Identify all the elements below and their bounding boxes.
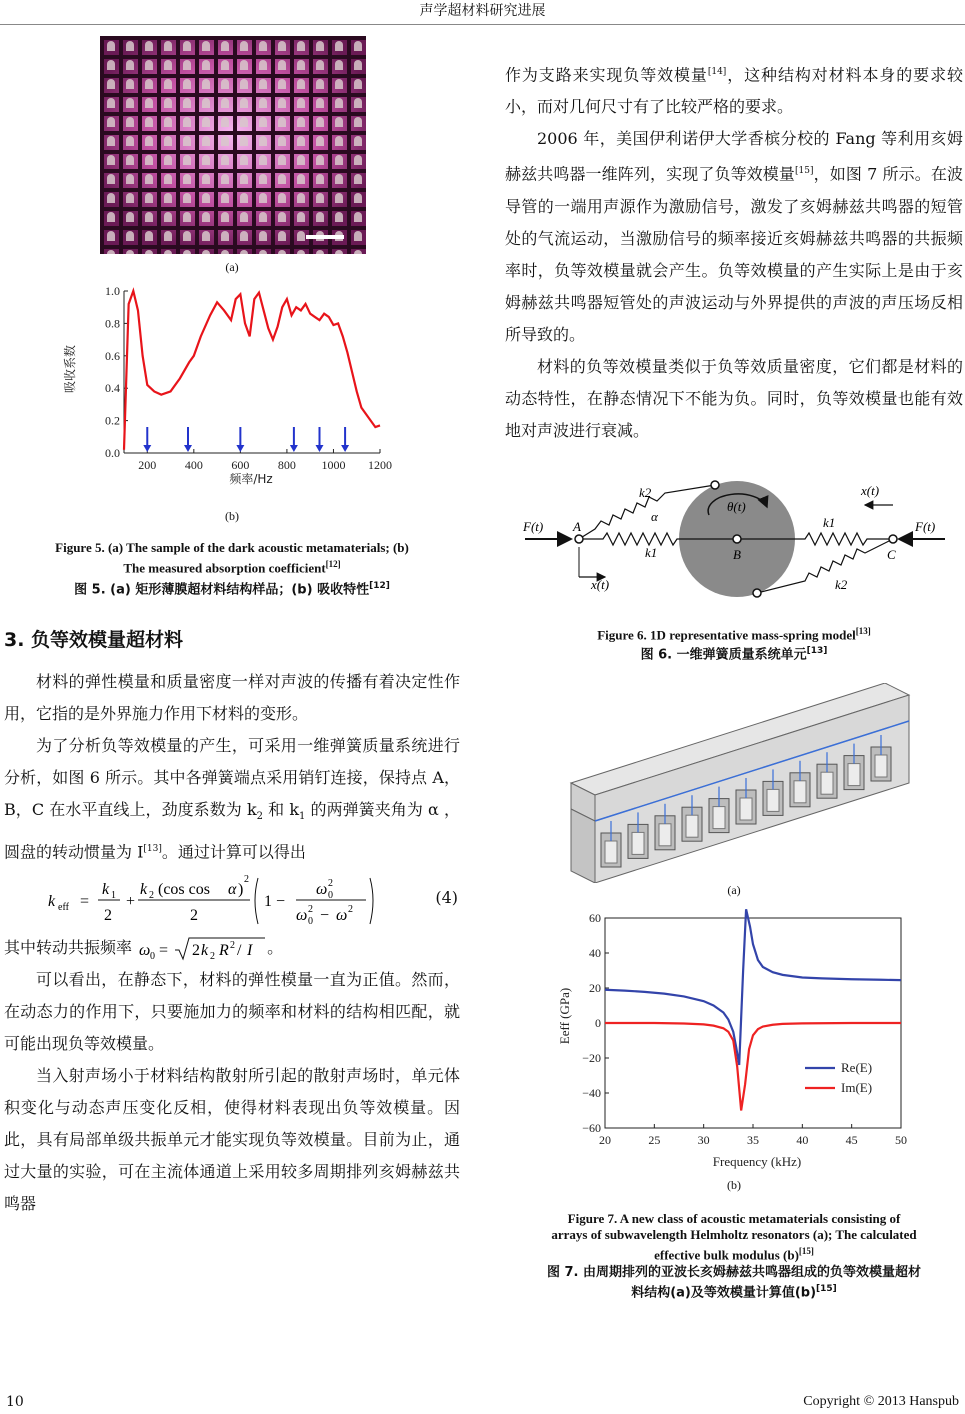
resonance-marker-arrow — [341, 445, 349, 452]
label-k1-left: k1 — [645, 544, 658, 560]
running-header — [0, 0, 965, 25]
bulk-modulus-chart-svg — [505, 908, 963, 1178]
metamaterial-sample-image — [100, 36, 366, 254]
paragraph: 2006 年，美国伊利诺伊大学香槟分校的 Fang 等利用亥姆赫兹共鸣器一维阵列，实现了负等效模量[15]，如图 7 所示。在波导管的一端用声源作为激励信号，激发了亥姆赫兹共鸣器的短管处的气流运动，当激励信号的频率接近亥姆赫兹共鸣器的共振频率时，负等效模量就会产生。负等效模量的产生实际上是由于亥姆赫兹共鸣器短管处的声波运动与外界提供的声波的声压场反相所导致的。 — [505, 129, 963, 344]
section-heading: 3. 负等效模量超材料 — [4, 628, 184, 651]
x-tick-label: 45 — [845, 1133, 858, 1148]
figure7-caption-zh-line2: 料结构(a)及等效模量计算值(b)[15] — [631, 1283, 837, 1300]
svg-text:1: 1 — [111, 890, 116, 902]
y-tick-label: 20 — [589, 981, 601, 996]
y-tick-label: 0.6 — [105, 348, 120, 363]
y-tick-label: −40 — [582, 1086, 601, 1101]
svg-text:2: 2 — [328, 878, 333, 890]
svg-text:2: 2 — [104, 907, 112, 925]
x-tick-label: 25 — [648, 1133, 661, 1148]
y-tick-label: 0.2 — [105, 413, 120, 428]
y-tick-label: 0.0 — [105, 446, 120, 460]
figure7-caption-en-line2: arrays of subwavelength Helmholtz resonators (a); The calculated — [551, 1227, 917, 1243]
figure5-caption-en-line2: The measured absorption coefficient[12] — [123, 559, 341, 576]
label-theta: θ(t) — [727, 498, 746, 514]
svg-text:R: R — [219, 941, 229, 959]
paragraph: 作为支路来实现负等效模量[14]，这种结构对材料本身的要求较小，而对几何尺寸有了比较严格的要求。 — [505, 65, 963, 117]
chart7-ylabel: Eeff (GPa) — [557, 988, 572, 1045]
x-tick-label: 35 — [747, 1133, 759, 1148]
mass-spring-svg — [505, 477, 963, 617]
absorption-chart-svg — [4, 283, 460, 509]
figure7a-label: (a) — [727, 883, 741, 898]
paragraph: 其中转动共振频率 ω 0 = 2 k 2 R 2 / I 。 — [4, 932, 460, 964]
resonator-cavity — [713, 807, 725, 829]
right-column — [505, 56, 963, 1301]
x-tick-label: 30 — [697, 1133, 710, 1148]
label-k2-top: k2 — [639, 484, 652, 500]
figure5-caption-en-line1: Figure 5. (a) The sample of the dark acoustic metamaterials; (b) — [55, 540, 409, 555]
svg-text:ω: ω — [316, 881, 328, 899]
svg-text:k: k — [140, 881, 148, 899]
copyright: Copyright © 2013 Hanspub — [803, 1394, 959, 1409]
x-tick-label: 1000 — [321, 458, 346, 472]
x-tick-label: 800 — [277, 458, 296, 472]
svg-text:0: 0 — [150, 950, 156, 962]
figure7a-drawing — [505, 683, 963, 883]
chart5-series — [124, 291, 380, 450]
figure7b-label: (b) — [727, 1178, 741, 1193]
left-body-text — [4, 666, 460, 1221]
figure5a-photo — [100, 36, 366, 254]
page-number: 10 — [6, 1394, 24, 1410]
resonance-marker-arrow — [290, 445, 298, 452]
y-tick-label: 40 — [589, 946, 601, 961]
resonance-marker-arrow — [143, 445, 151, 452]
x-tick-label: 40 — [796, 1133, 809, 1148]
paragraph: 可以看出，在静态下，材料的弹性模量一直为正值。然而，在动态力的作用下，只要施加力的频率和材料的结构相匹配，就可能出现负等效模量。 — [4, 970, 460, 1054]
figure6-caption — [505, 623, 963, 664]
resonator-cavity — [848, 764, 860, 786]
svg-text:): ) — [238, 881, 244, 899]
y-tick-label: −20 — [582, 1051, 601, 1066]
y-tick-label: 0.8 — [105, 316, 120, 331]
y-tick-label: 1.0 — [105, 284, 120, 298]
chart7-xlabel: Frequency (kHz) — [712, 1154, 802, 1170]
svg-text:2: 2 — [190, 907, 198, 925]
svg-text:−: − — [320, 907, 330, 925]
svg-text:ω: ω — [139, 941, 151, 959]
paragraph: 材料的负等效模量类似于负等效质量密度，它们都是材料的动态特性，在静态情况下不能为负。同时，负等效模量也能有效地对声波进行衰减。 — [505, 356, 963, 440]
label-alpha: α — [651, 508, 658, 524]
resonator-cavity — [875, 755, 887, 777]
resonance-frequency-formula — [137, 936, 267, 962]
label-k2-bottom: k2 — [835, 576, 848, 592]
legend-label: Im(E) — [841, 1080, 873, 1096]
svg-text:2: 2 — [230, 939, 236, 951]
resonator-cavity — [686, 816, 698, 838]
label-x-bottom: x(t) — [591, 576, 610, 592]
svg-text:(cos cos: (cos cos — [158, 881, 210, 899]
figure7-caption-en-line1: Figure 7. A new class of acoustic metamaterials consisting of — [567, 1211, 901, 1227]
chart5-xlabel: 频率/Hz — [229, 472, 273, 486]
label-point-a: A — [573, 518, 581, 534]
absorption-line — [124, 291, 380, 450]
resonator-cavity — [659, 824, 671, 846]
chart7-legend — [805, 1060, 872, 1095]
svg-text:=: = — [159, 941, 169, 959]
svg-text:eff: eff — [58, 902, 69, 914]
figure5-caption-zh: 图 5. (a) 矩形薄膜超材料结构样品；(b) 吸收特性[12] — [74, 581, 390, 598]
figure5-caption — [4, 540, 460, 599]
equation-4-formula — [4, 868, 424, 932]
figure5b-chart — [4, 283, 460, 509]
figure6-caption-en: Figure 6. 1D representative mass-spring model[13] — [597, 625, 871, 642]
journal-title: 声学超材料研究进展 — [419, 3, 546, 19]
label-k1-right: k1 — [823, 514, 836, 530]
x-tick-label: 200 — [138, 458, 157, 472]
svg-text:α: α — [228, 881, 237, 899]
x-tick-label: 400 — [184, 458, 203, 472]
y-tick-label: 60 — [589, 911, 601, 926]
chart5-markers — [143, 427, 349, 452]
figure7-caption-zh-line1: 图 7. 由周期排列的亚波长亥姆赫兹共鸣器组成的负等效模量超材 — [546, 1264, 922, 1280]
series-Re(E) — [605, 910, 901, 1066]
svg-text:+: + — [126, 893, 136, 911]
x-tick-label: 600 — [231, 458, 250, 472]
resonator-cavity — [794, 781, 806, 803]
label-force-left: F(t) — [523, 518, 544, 534]
equation-number: (4) — [435, 888, 458, 908]
svg-text:0: 0 — [308, 916, 313, 928]
svg-text:2: 2 — [244, 874, 249, 886]
resonator-cavity — [605, 841, 617, 863]
svg-text:2: 2 — [149, 890, 154, 902]
svg-text:2: 2 — [192, 941, 201, 959]
paragraph: 材料的弹性模量和质量密度一样对声波的传播有着决定性作用，它指的是外界施力作用下材料的变形。 — [4, 671, 460, 723]
resonator-cavity — [767, 790, 779, 812]
resonance-marker-arrow — [236, 445, 244, 452]
resonator-cavity — [821, 773, 833, 795]
y-tick-label: −60 — [582, 1121, 601, 1136]
helmholtz-array-svg — [505, 683, 963, 883]
svg-text:ω: ω — [296, 907, 308, 925]
resonator-cavity — [740, 798, 752, 820]
figure5b-label: (b) — [225, 509, 239, 523]
svg-text:k: k — [201, 941, 209, 959]
svg-text:2: 2 — [308, 904, 313, 916]
label-force-right: F(t) — [915, 518, 936, 534]
figure7b-chart — [505, 908, 963, 1178]
y-tick-label: 0 — [595, 1016, 601, 1031]
svg-text:k: k — [102, 881, 110, 899]
svg-text:2: 2 — [348, 904, 353, 916]
x-tick-label: 20 — [599, 1133, 611, 1148]
svg-text:1 −: 1 − — [264, 893, 286, 911]
left-column — [4, 36, 460, 1220]
svg-text:k: k — [48, 893, 56, 911]
svg-text:2: 2 — [210, 950, 216, 962]
resonance-marker-arrow — [315, 445, 323, 452]
x-tick-label: 50 — [895, 1133, 907, 1148]
legend-label: Re(E) — [841, 1060, 873, 1076]
chart5-ylabel: 吸收系数 — [63, 344, 77, 394]
figure6-diagram — [505, 477, 963, 617]
svg-text:=: = — [80, 893, 90, 911]
x-tick-label: 1200 — [368, 458, 392, 472]
y-tick-label: 0.4 — [105, 381, 120, 396]
svg-text:I: I — [247, 941, 253, 959]
label-point-c: C — [887, 546, 896, 562]
label-x-top: x(t) — [861, 482, 880, 498]
svg-text:/: / — [237, 941, 242, 959]
resonator-cavity — [632, 833, 644, 855]
figure5a-label: (a) — [225, 260, 239, 274]
figure6-caption-zh: 图 6. 一维弹簧质量系统单元[13] — [640, 645, 828, 663]
figure7-caption-en-line3: effective bulk modulus (b)[15] — [654, 1246, 814, 1263]
paragraph: 当入射声场小于材料结构散射所引起的散射声场时，单元体积变化与动态声压变化反相，使得材料表现出负等效模量。因此，具有局部单级共振单元才能实现负等效模量。目前为止，通过大量的实验，可在主流体通道上采用较多周期排列亥姆赫兹共鸣器 — [4, 1066, 460, 1214]
figure7-caption — [505, 1211, 963, 1301]
label-point-b: B — [733, 546, 741, 562]
svg-text:0: 0 — [328, 890, 333, 902]
resonance-marker-arrow — [184, 445, 192, 452]
equation-4 — [4, 868, 460, 932]
svg-text:ω: ω — [336, 907, 348, 925]
paragraph: 为了分析负等效模量的产生，可采用一维弹簧质量系统进行分析，如图 6 所示。其中各弹簧端点采用销钉连接，保持点 A，B，C 在水平直线上，劲度系数为 $k_2$ 和 $k_1$ 的两弹簧夹角为 α ，圆盘的转动惯量为 I[13]。通过计算可以得出 — [4, 735, 460, 862]
